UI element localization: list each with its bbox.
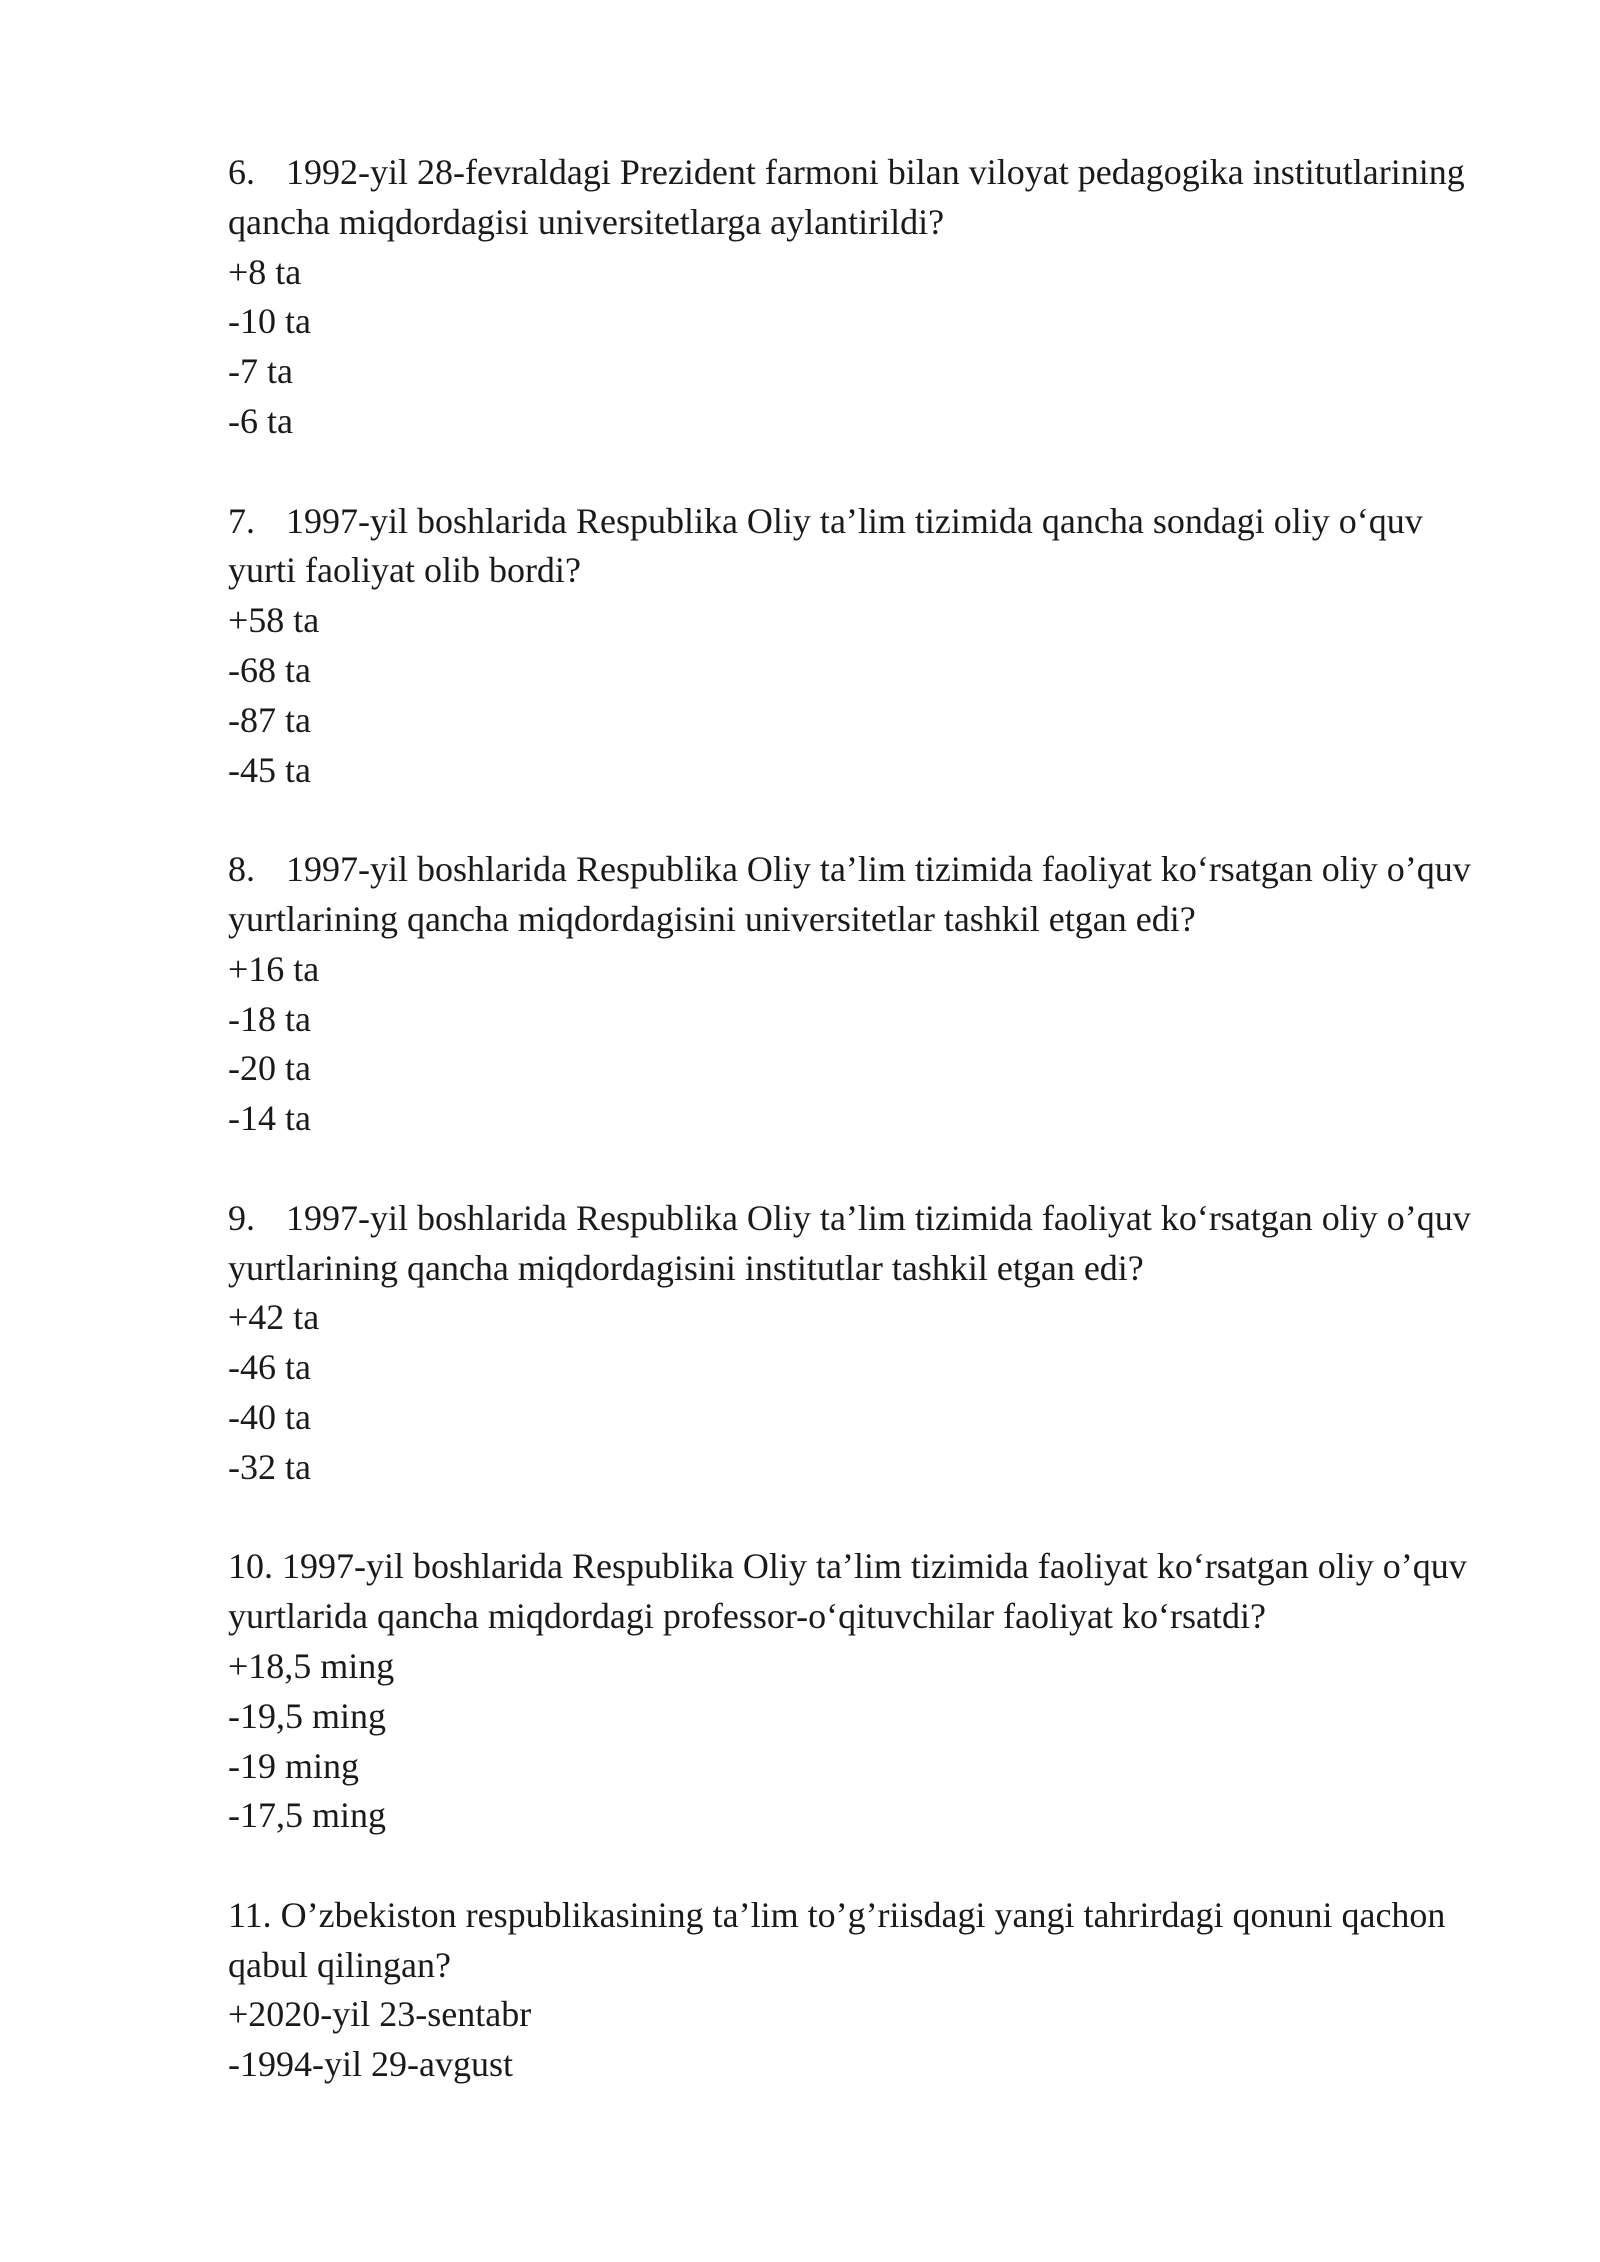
answer-option: -45 ta <box>228 749 311 790</box>
answer-option: -18 ta <box>228 998 311 1039</box>
question-8 <box>228 845 1488 1144</box>
question-number: 6. <box>228 152 255 192</box>
question-body: 1997-yil boshlarida Respublika Oliy ta’lim tizimida faoliyat ko‘rsatgan oliy o’quv yurtlarining qancha miqdordagisini universitetlar tashkil etgan edi? <box>228 849 1471 939</box>
question-text <box>228 1194 1488 1294</box>
question-6 <box>228 148 1488 447</box>
question-number: 9. <box>228 1197 255 1238</box>
question-number: 11. <box>228 1894 272 1935</box>
answer-option: -46 ta <box>228 1347 311 1388</box>
question-body: 1997-yil boshlarida Respublika Oliy ta’lim tizimida qancha sondagi oliy o‘quv yurti faoliyat olib bordi? <box>228 500 1423 591</box>
question-number: 8. <box>228 849 255 890</box>
question-text <box>228 148 1488 248</box>
question-7 <box>228 497 1488 796</box>
answer-option: -87 ta <box>228 699 311 740</box>
answer-option: -10 ta <box>228 301 311 342</box>
answer-option: -19 ming <box>228 1745 359 1786</box>
question-body: 1997-yil boshlarida Respublika Oliy ta’lim tizimida faoliyat ko‘rsatgan oliy o’quv yurtlarida qancha miqdordagi professor-o‘qituvchilar faoliyat ko‘rsatdi? <box>228 1546 1467 1637</box>
answer-option: -32 ta <box>228 1446 311 1487</box>
question-text <box>228 497 1488 597</box>
answer-option: -19,5 ming <box>228 1695 386 1736</box>
answer-option: +2020-yil 23-sentabr <box>228 1994 532 2035</box>
question-body: O’zbekiston respublikasining ta’lim to’g’riisdagi yangi tahrirdagi qonuni qachon qabul qilingan? <box>228 1894 1446 1985</box>
question-text <box>228 1542 1488 1642</box>
answer-option: -17,5 ming <box>228 1795 386 1836</box>
question-body: 1992-yil 28-fevraldagi Prezident farmoni bilan viloyat pedagogika institutlarining qancha miqdordagisi universitetlarga aylantirildi? <box>228 152 1465 242</box>
answer-option: -20 ta <box>228 1048 311 1089</box>
answer-option: +58 ta <box>228 600 320 641</box>
question-9 <box>228 1194 1488 1493</box>
question-10 <box>228 1542 1488 1841</box>
answer-option: -68 ta <box>228 649 311 690</box>
answer-option: -6 ta <box>228 400 293 441</box>
answer-option: +8 ta <box>228 251 302 292</box>
answer-option: -40 ta <box>228 1396 311 1437</box>
answer-option: -1994-yil 29-avgust <box>228 2044 513 2085</box>
question-text <box>228 845 1488 945</box>
question-body: 1997-yil boshlarida Respublika Oliy ta’lim tizimida faoliyat ko‘rsatgan oliy o’quv yurtlarining qancha miqdordagisini institutlar tashkil etgan edi? <box>228 1197 1471 1288</box>
question-11 <box>228 1891 1488 2090</box>
answer-option: -7 ta <box>228 351 293 392</box>
question-number: 7. <box>228 500 255 541</box>
question-text <box>228 1891 1488 1991</box>
answer-option: -14 ta <box>228 1098 311 1139</box>
answer-option: +16 ta <box>228 948 320 989</box>
question-number: 10. <box>228 1546 273 1587</box>
answer-option: +18,5 ming <box>228 1645 395 1686</box>
question-list <box>228 148 1488 2140</box>
answer-option: +42 ta <box>228 1297 320 1338</box>
